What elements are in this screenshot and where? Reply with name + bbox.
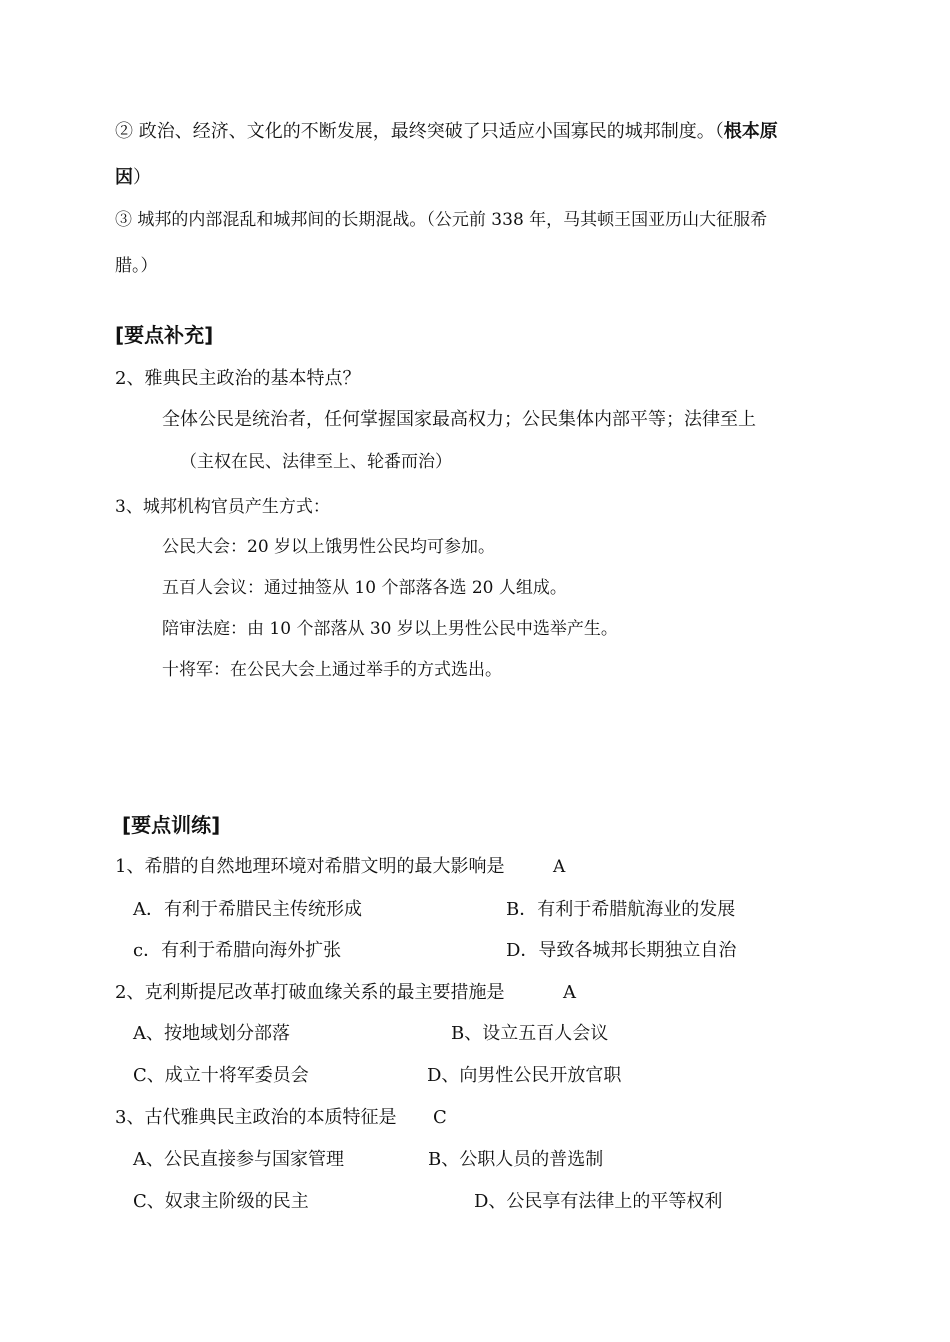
- official-method-item: 十将军：在公民大会上通过举手的方式选出。: [162, 660, 502, 680]
- question-3-stem: 3、古代雅典民主政治的本质特征是: [115, 1107, 397, 1128]
- question-3-option-c: C、奴隶主阶级的民主: [133, 1191, 309, 1212]
- reason-3-continuation: 腊。）: [115, 256, 158, 276]
- reason-2-line: [115, 120, 778, 144]
- reason-2-continuation: [115, 166, 151, 190]
- question-1-option-d: D．导致各城邦长期独立自治: [506, 940, 737, 961]
- supplement-q2-summary: （主权在民、法律至上、轮番而治）: [180, 452, 452, 472]
- supplement-q3-title: 3、城邦机构官员产生方式：: [115, 497, 330, 517]
- supplement-q2-title: 2、雅典民主政治的基本特点？: [115, 368, 361, 389]
- reason-2-text: ② 政治、经济、文化的不断发展，最终突破了只适应小国寡民的城邦制度。（: [115, 121, 724, 142]
- question-3-option-b: B、公职人员的普选制: [428, 1149, 604, 1170]
- official-method-item: 五百人会议：通过抽签从 10 个部落各选 20 人组成。: [162, 578, 567, 598]
- question-2-option-a: A、按地域划分部落: [133, 1023, 290, 1044]
- question-1-option-c: c．有利于希腊向海外扩张: [133, 940, 342, 961]
- question-1-answer: A: [553, 857, 566, 877]
- reason-2-close: ）: [133, 167, 151, 188]
- question-2-option-d: D、向男性公民开放官职: [427, 1065, 622, 1086]
- question-1-option-a: A．有利于希腊民主传统形成: [133, 899, 362, 920]
- reason-3-line: ③ 城邦的内部混乱和城邦间的长期混战。（公元前 338 年，马其顿王国亚历山大征服希: [115, 210, 768, 230]
- reason-2-emphasis: 根本原: [723, 121, 778, 142]
- question-3-answer: C: [433, 1107, 447, 1128]
- question-2-stem: 2、克利斯提尼改革打破血缘关系的最主要措施是: [115, 982, 505, 1003]
- official-method-item: 公民大会：20 岁以上饿男性公民均可参加。: [162, 537, 496, 557]
- official-method-item: 陪审法庭：由 10 个部落从 30 岁以上男性公民中选举产生。: [162, 619, 618, 639]
- reason-2-emphasis-end: 因: [115, 167, 133, 188]
- question-3-option-a: A、公民直接参与国家管理: [133, 1149, 344, 1170]
- question-3-option-d: D、公民享有法律上的平等权利: [474, 1191, 723, 1212]
- question-2-option-b: B、设立五百人会议: [451, 1023, 609, 1044]
- question-1-stem: 1、希腊的自然地理环境对希腊文明的最大影响是: [115, 856, 505, 877]
- supplement-heading: [要点补充]: [115, 323, 214, 347]
- question-1-option-b: B．有利于希腊航海业的发展: [506, 899, 736, 920]
- question-2-answer: A: [563, 982, 576, 1003]
- training-heading: [要点训练]: [122, 813, 221, 837]
- supplement-q2-answer: 全体公民是统治者，任何掌握国家最高权力；公民集体内部平等；法律至上: [162, 409, 756, 430]
- question-2-option-c: C、成立十将军委员会: [133, 1065, 309, 1086]
